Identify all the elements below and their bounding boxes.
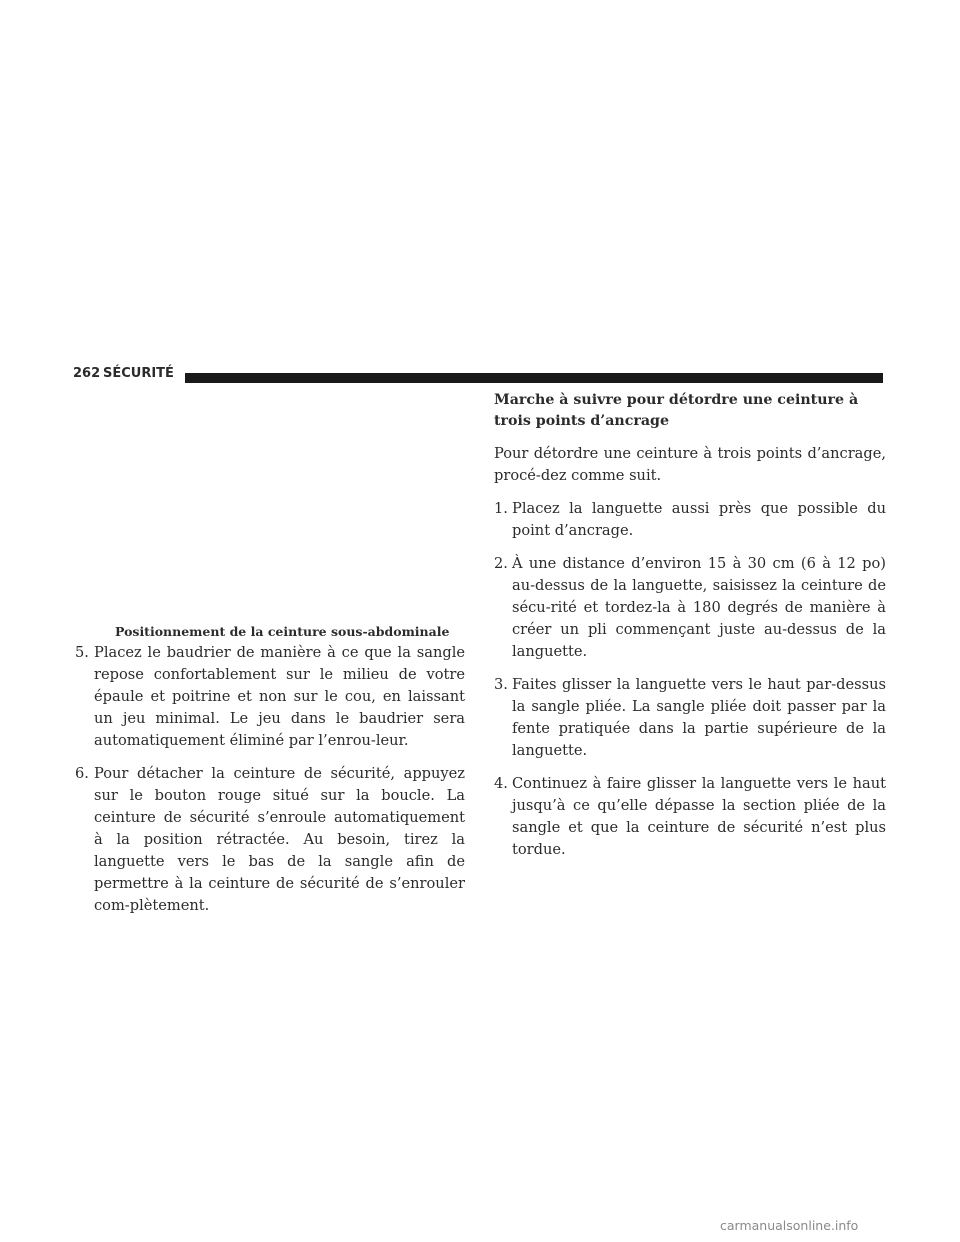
page-header [73, 366, 885, 386]
step-number: 5. [75, 644, 89, 661]
list-item [75, 763, 465, 917]
step-text: Continuez à faire glisser la languette vers le haut jusqu’à ce qu’elle dépasse la section pliée de la sangle et que la ceinture de sécurité n’est plus tordue. [512, 775, 886, 858]
list-item [494, 773, 886, 861]
step-text: Faites glisser la languette vers le haut par-dessus la sangle pliée. La sangle pliée doit passer par la fente pratiquée dans la partie supérieure de la languette. [512, 676, 886, 759]
left-column [75, 622, 465, 928]
figure-caption: Positionnement de la ceinture sous-abdominale [115, 624, 450, 639]
list-item [494, 498, 886, 542]
step-number: 2. [494, 555, 508, 572]
step-number: 4. [494, 775, 508, 792]
left-steps-list [75, 642, 465, 917]
footer-watermark: carmanualsonline.info [720, 1218, 859, 1233]
step-number: 6. [75, 765, 89, 782]
section-subheading: Marche à suivre pour détordre une ceinture à trois points d’ancrage [494, 392, 859, 429]
step-number: 3. [494, 676, 508, 693]
step-text: Pour détacher la ceinture de sécurité, appuyez sur le bouton rouge situé sur la boucle. La ceinture de sécurité s’enroule automatiquement à la position rétractée. Au besoin, tirez la languette vers le bas de la sangle afin de permettre à la ceinture de sécurité de s’enrouler com-plètement. [94, 765, 465, 914]
list-item [75, 642, 465, 752]
list-item [494, 553, 886, 663]
step-text: Placez la languette aussi près que possible du point d’ancrage. [512, 500, 886, 539]
list-item [494, 674, 886, 762]
step-number: 1. [494, 500, 508, 517]
step-text: À une distance d’environ 15 à 30 cm (6 à 12 po) au-dessus de la languette, saisissez la ceinture de sécu-rité et tordez-la à 180 degrés de manière à créer un pli commençant juste au-dessus de la languette. [512, 555, 886, 660]
right-column [494, 390, 886, 872]
page-number: 262 [73, 366, 101, 381]
header-rule [185, 373, 883, 383]
intro-paragraph: Pour détordre une ceinture à trois points d’ancrage, procé-dez comme suit. [494, 445, 886, 484]
step-text: Placez le baudrier de manière à ce que la sangle repose confortablement sur le milieu de votre épaule et poitrine et non sur le cou, en laissant un jeu minimal. Le jeu dans le baudrier sera automatiquement éliminé par l’enrou-leur. [94, 644, 465, 749]
section-title: SÉCURITÉ [103, 366, 174, 381]
right-steps-list [494, 498, 886, 861]
